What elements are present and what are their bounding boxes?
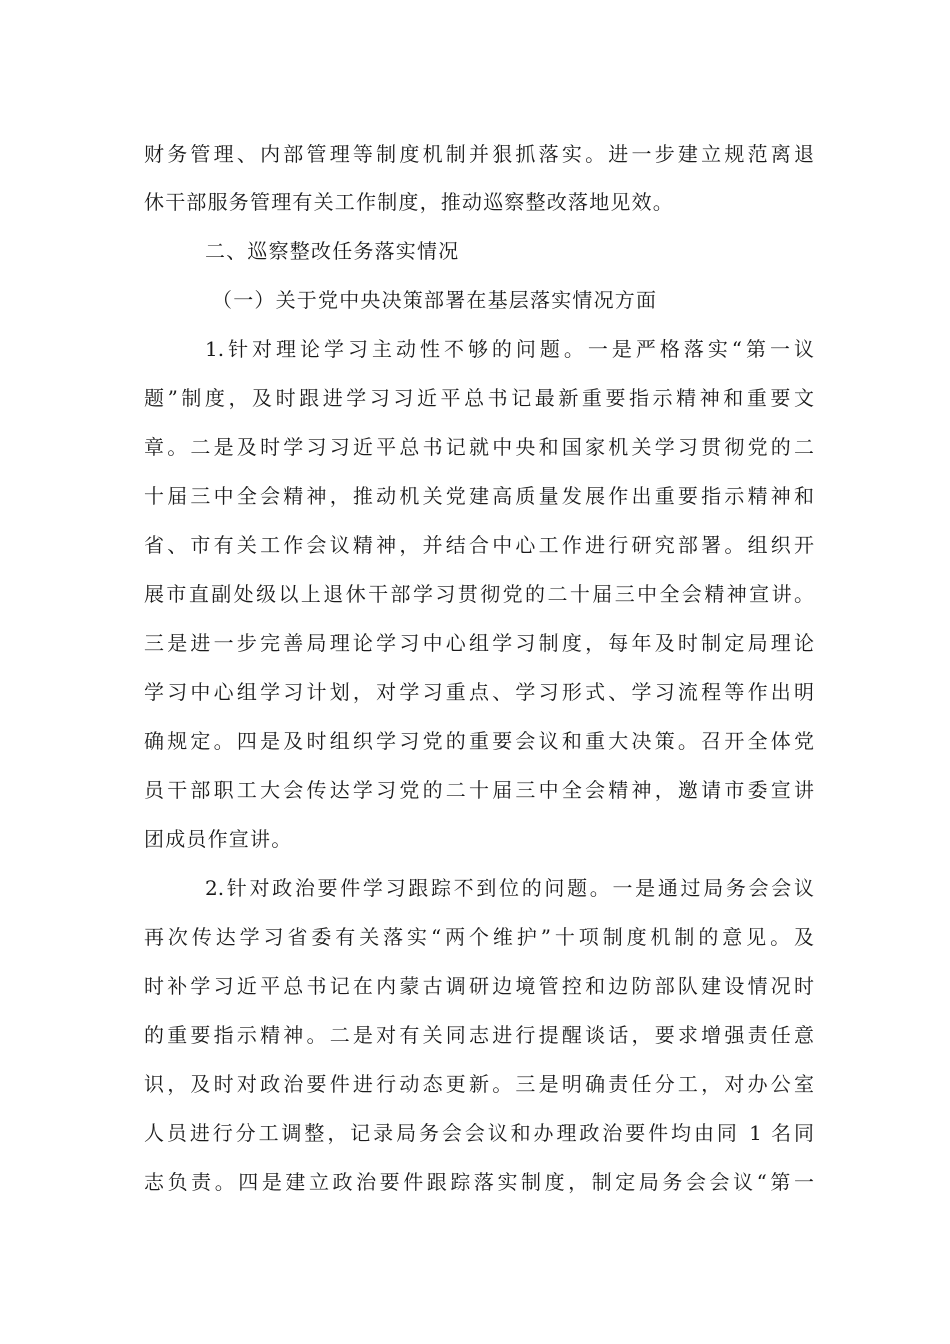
- paragraph-line: 展市直副处级以上退休干部学习贯彻党的二十届三中全会精神宣讲。: [144, 582, 814, 606]
- paragraph-line: 识，及时对政治要件进行动态更新。三是明确责任分工，对办公室: [144, 1072, 814, 1096]
- paragraph-line: 人员进行分工调整，记录局务会会议和办理政治要件均由同 1 名同: [144, 1121, 814, 1145]
- paragraph-line: 员干部职工大会传达学习党的二十届三中全会精神，邀请市委宣讲: [144, 778, 814, 802]
- paragraph-line: 确规定。四是及时组织学习党的重要会议和重大决策。召开全体党: [144, 729, 814, 753]
- subsection-heading: （一）关于党中央决策部署在基层落实情况方面: [212, 288, 658, 312]
- paragraph-line: 志负责。四是建立政治要件跟踪落实制度，制定局务会会议“第一: [144, 1170, 814, 1194]
- paragraph-line: 时补学习近平总书记在内蒙古调研边境管控和边防部队建设情况时: [144, 974, 814, 998]
- paragraph-line: 题”制度，及时跟进学习习近平总书记最新重要指示精神和重要文: [144, 386, 814, 410]
- paragraph-line: 再次传达学习省委有关落实“两个维护”十项制度机制的意见。及: [144, 925, 814, 949]
- paragraph-line: 章。二是及时学习习近平总书记就中央和国家机关学习贯彻党的二: [144, 435, 814, 459]
- paragraph-line: 团成员作宣讲。: [144, 827, 293, 851]
- paragraph-line: 省、市有关工作会议精神，并结合中心工作进行研究部署。组织开: [144, 533, 814, 557]
- paragraph-line: 财务管理、内部管理等制度机制并狠抓落实。进一步建立规范离退: [144, 142, 814, 166]
- paragraph-line: 的重要指示精神。二是对有关同志进行提醒谈话，要求增强责任意: [144, 1023, 814, 1047]
- paragraph-line: 休干部服务管理有关工作制度，推动巡察整改落地见效。: [144, 190, 674, 214]
- section-heading: 二、巡察整改任务落实情况: [205, 239, 460, 263]
- paragraph-line: 三是进一步完善局理论学习中心组学习制度，每年及时制定局理论: [144, 631, 814, 655]
- paragraph-line: 学习中心组学习计划，对学习重点、学习形式、学习流程等作出明: [144, 680, 814, 704]
- paragraph-line: 1.针对理论学习主动性不够的问题。一是严格落实“第一议: [205, 337, 814, 361]
- paragraph-line: 十届三中全会精神，推动机关党建高质量发展作出重要指示精神和: [144, 484, 814, 508]
- paragraph-line: 2.针对政治要件学习跟踪不到位的问题。一是通过局务会会议: [205, 876, 814, 900]
